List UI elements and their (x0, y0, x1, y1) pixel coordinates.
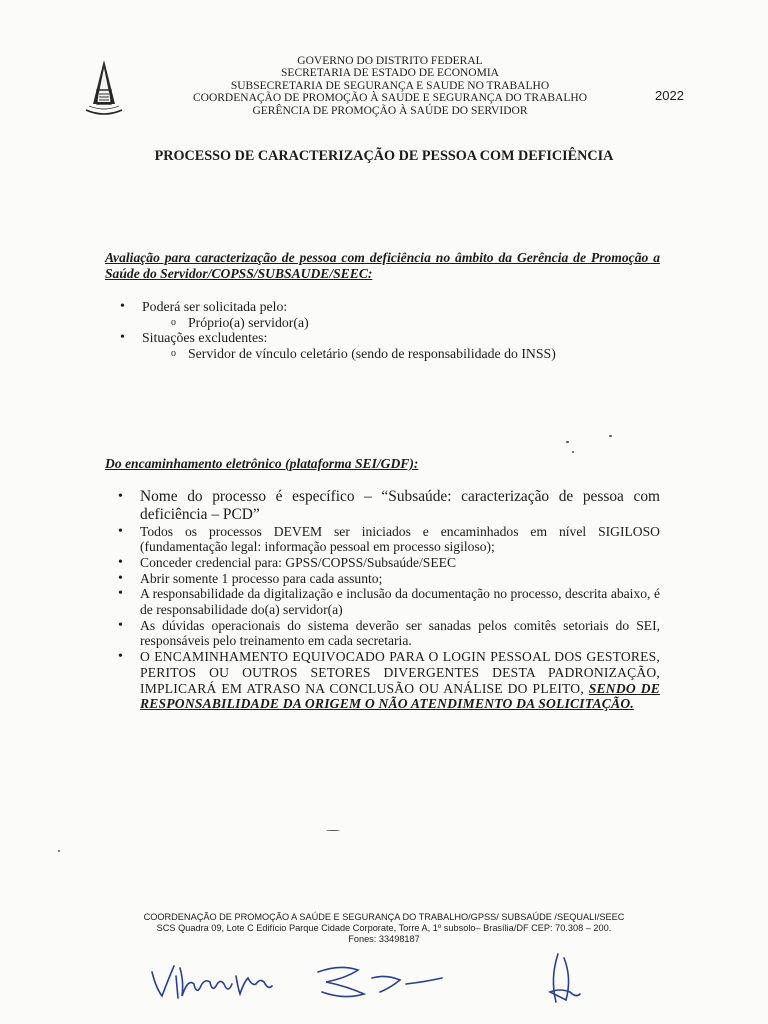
section-evaluation-heading: Avaliação para caracterização de pessoa com deficiência no âmbito da Gerência de Promoção a Saúde do Servidor/COPSS/SUBSAUDE/SEEC: (105, 250, 660, 281)
scan-speck (572, 451, 574, 453)
section-evaluation (105, 250, 660, 361)
section-electronic-routing (105, 456, 660, 712)
footer-organization: COORDENAÇÃO DE PROMOÇÃO A SAÚDE E SEGURANÇA DO TRABALHO/GPSS/ SUBSAÚDE /SEQUALI/SEEC (143, 912, 625, 922)
footer-block (0, 912, 768, 945)
list-item-digitization: • A responsabilidade da digitalização e inclusão da documentação no processo, descrita abaixo, é de responsabilidade do(a) servidor(a) (105, 586, 660, 617)
list-item-warning (105, 649, 660, 712)
scan-speck (326, 830, 340, 831)
routing-list (105, 488, 660, 712)
list-item-credential: • Conceder credencial para: GPSS/COPSS/Subsaúde/SEEC (105, 555, 660, 571)
evaluation-list (105, 299, 660, 361)
list-item-single-process: • Abrir somente 1 processo para cada assunto; (105, 571, 660, 587)
header-line-secretariat: SECRETARIA DE ESTADO DE ECONOMIA (281, 67, 499, 80)
footer-address: SCS Quadra 09, Lote C Edifício Parque Cidade Corporate, Torre A, 1º subsolo– Brasília/DF CEP: 70.308 – 200. (156, 923, 612, 933)
header-line-subsecretariat: SUBSECRETARIA DE SEGURANÇA E SAUDE NO TRABALHO (230, 79, 550, 92)
footer-phones: Fones: 33498187 (348, 934, 420, 944)
document-year: 2022 (655, 88, 684, 103)
header-block (160, 55, 620, 117)
list-subitem-self: o Próprio(a) servidor(a) (105, 315, 660, 331)
list-item-exclusions: • Situações excludentes: (105, 330, 660, 346)
scan-speck (609, 435, 612, 437)
header-line-coordination: COORDENAÇÃO DE PROMOÇÃO À SAUDE E SEGURANÇA DO TRABALHO (192, 92, 587, 105)
scan-speck (566, 441, 569, 443)
list-item-operational-doubts: • As dúvidas operacionais do sistema deverão ser sanadas pelos comitês setoriais do SEI, responsáveis pelo treinamento em cada secretaria. (105, 618, 660, 649)
warning-emphasis: SENDO DE RESPONSABILIDADE DA ORIGEM O NÃO ATENDIMENTO DA SOLICITAÇÃO. (140, 680, 660, 712)
page-title: PROCESSO DE CARACTERIZAÇÃO DE PESSOA COM DEFICIÊNCIA (154, 148, 614, 164)
warning-text: O ENCAMINHAMENTO EQUIVOCADO PARA O LOGIN PESSOAL DOS GESTORES, PERITOS OU OUTROS SETORES DIVERGENTES DESTA PADRONIZAÇÃO, IMPLICARÁ EM ATRASO NA CONCLUSÃO OU ANÁLISE DO PLEITO, (140, 649, 660, 696)
header-line-management: GERÊNCIA DE PROMOÇÃO À SAÚDE DO SERVIDOR (252, 104, 528, 117)
list-item-confidential: • Todos os processos DEVEM ser iniciados e encaminhados em nível SIGILOSO (fundamentação legal: informação pessoal em processo sigiloso); (105, 524, 660, 555)
list-item-process-name: • Nome do processo é específico – “Subsaúde: caracterização de pessoa com deficiência – PCD” (105, 488, 660, 524)
section-routing-heading: Do encaminhamento eletrônico (plataforma SEI/GDF): (105, 456, 419, 471)
list-subitem-celetista: o Servidor de vínculo celetário (sendo de responsabilidade do INSS) (105, 346, 660, 362)
list-item-requested-by: • Poderá ser solicitada pelo: (105, 299, 660, 315)
header-line-government: GOVERNO DO DISTRITO FEDERAL (297, 55, 483, 67)
handwritten-signatures (140, 948, 620, 1018)
scan-speck (58, 850, 60, 852)
gdf-emblem-logo (84, 60, 124, 122)
